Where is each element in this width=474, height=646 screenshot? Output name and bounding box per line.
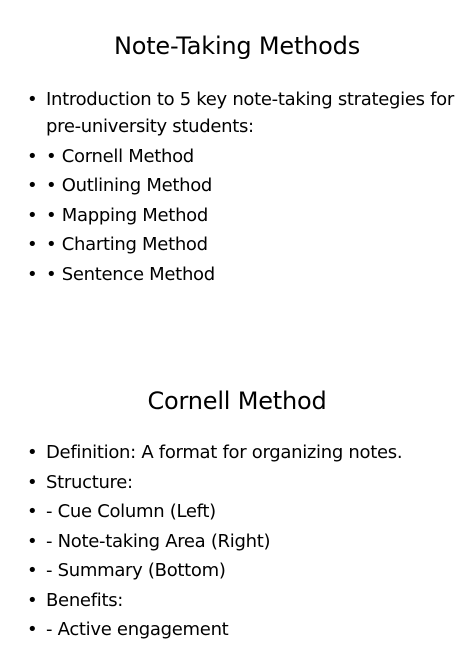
bullet-text: • Mapping Method — [46, 204, 209, 226]
slide-title: Note-Taking Methods — [113, 32, 361, 60]
list-item — [27, 261, 464, 288]
bullet-list — [27, 439, 464, 646]
bullet-icon: • — [27, 263, 38, 285]
bullet-icon: • — [27, 145, 38, 167]
bullet-text: • Cornell Method — [46, 145, 194, 167]
bullet-icon: • — [27, 501, 38, 522]
bullet-text: Definition: A format for organizing notes. — [46, 442, 403, 463]
list-item — [27, 143, 464, 170]
slide-cornell-method — [0, 354, 474, 640]
bullet-icon: • — [27, 530, 38, 552]
list-item — [27, 616, 464, 643]
list-item — [27, 528, 464, 555]
list-item — [27, 439, 464, 466]
list-item — [27, 469, 464, 496]
bullet-icon: • — [27, 619, 38, 640]
bullet-text: Benefits: — [46, 589, 124, 611]
bullet-text: - Summary (Bottom) — [46, 560, 226, 581]
bullet-text: - Active engagement — [46, 619, 229, 640]
bullet-text: • Sentence Method — [46, 263, 215, 285]
bullet-icon: • — [27, 204, 38, 226]
bullet-text: Structure: — [46, 471, 133, 493]
bullet-icon: • — [27, 589, 38, 611]
list-item — [27, 557, 464, 584]
bullet-icon: • — [27, 442, 38, 463]
bullet-text: Introduction to 5 key note-taking strategies for pre-university students: — [46, 89, 454, 137]
list-item — [27, 172, 464, 199]
bullet-icon: • — [27, 89, 38, 110]
bullet-list — [27, 86, 464, 290]
bullet-icon: • — [27, 175, 38, 196]
bullet-icon: • — [27, 560, 38, 581]
slide-title: Cornell Method — [147, 387, 327, 415]
bullet-icon: • — [27, 234, 38, 255]
bullet-text: - Note-taking Area (Right) — [46, 530, 271, 552]
bullet-icon: • — [27, 471, 38, 493]
list-item — [27, 498, 464, 525]
bullet-text: • Outlining Method — [46, 175, 213, 196]
list-item — [27, 86, 464, 140]
list-item — [27, 202, 464, 229]
bullet-text: • Charting Method — [46, 234, 208, 255]
bullet-text: - Cue Column (Left) — [46, 501, 216, 522]
list-item — [27, 587, 464, 614]
list-item — [27, 231, 464, 258]
